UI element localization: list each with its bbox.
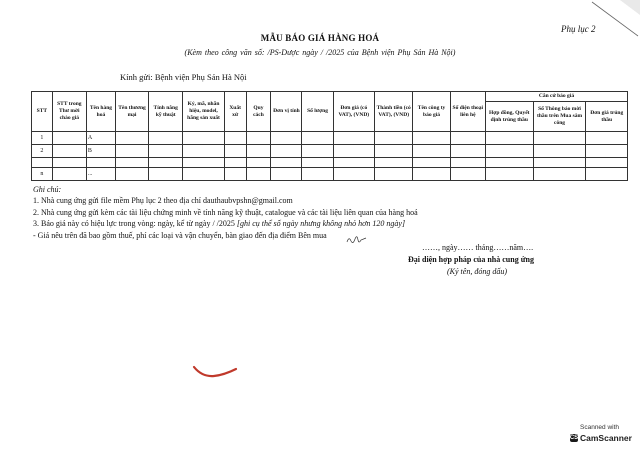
header-so-luong: Số lượng [302,92,333,132]
table-row [32,168,628,181]
cell-ten-hang-hoa: ... [86,168,115,181]
cell-stt: 2 [32,145,53,158]
signature-note: (Ký tên, đóng dấu) [447,267,507,276]
document-subtitle: (Kèm theo công văn số: /PS-Dược ngày / /2025 của Bệnh viện Phụ Sản Hà Nội) [184,48,456,57]
note-line-1: 1. Nhà cung ứng gửi file mềm Phụ lục 2 theo địa chỉ dauthaubvpshn@gmail.com [33,196,293,206]
header-so-dien-thoai: Số điện thoại liên hệ [450,92,485,132]
table-row [32,132,628,145]
header-can-cu-group: Căn cứ báo giá [485,92,627,102]
recipient-line: Kính gửi: Bệnh viện Phụ Sản Hà Nội [120,72,247,82]
cell-stt [32,158,53,168]
table-row [32,158,628,168]
red-ink-mark [192,363,238,381]
header-ky-ma-nhan: Ký, mã, nhãn hiệu, model, hãng sản xuất [183,92,224,132]
header-thanh-tien: Thành tiền (có VAT), (VND) [375,92,413,132]
cell-ten-hang-hoa [86,158,115,168]
note-line-2: 2. Nhà cung ứng gửi kèm các tài liệu chứng minh về tính năng kỹ thuật, catalogue và các tài liệu liên quan của hàng hoá [33,207,418,217]
note-line-3-italic: [ghi cụ thể số ngày nhưng không nhỏ hơn 120 ngày] [236,219,406,229]
notes-section [33,184,633,241]
header-ten-thuong-mai: Tên thương mại [115,92,148,132]
camscanner-logo-icon: CS [569,435,579,441]
scanner-watermark-label: Scanned with [580,424,620,431]
header-stt-thu-moi: STT trong Thư mời chào giá [52,92,86,132]
note-line-3 [33,218,633,229]
notes-label: Ghi chú: [33,185,62,194]
header-hop-dong: Hợp đồng, Quyết định trúng thầu [485,102,533,132]
signature-title: Đại diện hợp pháp của nhà cung ứng [408,255,534,264]
header-quy-cach: Quy cách [246,92,271,132]
header-don-gia-trung-thau: Đơn giá trúng thầu [586,102,628,132]
table-row [32,145,628,158]
header-ten-hang-hoa: Tên hàng hoá [86,92,115,132]
header-don-vi-tinh: Đơn vị tính [271,92,302,132]
header-stt: STT [32,92,53,132]
header-ten-cong-ty: Tên công ty báo giá [413,92,450,132]
cell-ten-hang-hoa: B [86,145,115,158]
cell-stt: n [32,168,53,181]
note-line-4: - Giá nêu trên đã bao gồm thuế, phí các loại và vận chuyển, bàn giao đến địa điểm Bên mua [33,230,327,240]
scanner-watermark [570,433,632,443]
cell-ten-hang-hoa: A [86,132,115,145]
header-xuat-xu: Xuất xứ [224,92,246,132]
quotation-table [31,91,628,181]
note-line-3-text: 3. Báo giá này có hiệu lực trong vòng: ngày, kể từ ngày / /2025 [33,219,237,229]
header-tinh-nang: Tính năng kỹ thuật [149,92,183,132]
handwritten-mark [346,232,368,246]
appendix-label: Phụ lục 2 [561,24,596,34]
header-so-thong-bao: Số Thông báo mời thầu trên Mua sắm công [533,102,586,132]
cell-stt: 1 [32,132,53,145]
header-don-gia: Đơn giá (có VAT), (VND) [333,92,374,132]
signature-date-line: ……, ngày…… tháng……năm…. [422,243,534,252]
scanner-brand-name: CamScanner [580,433,632,443]
document-title: MẪU BÁO GIÁ HÀNG HOÁ [260,33,380,43]
